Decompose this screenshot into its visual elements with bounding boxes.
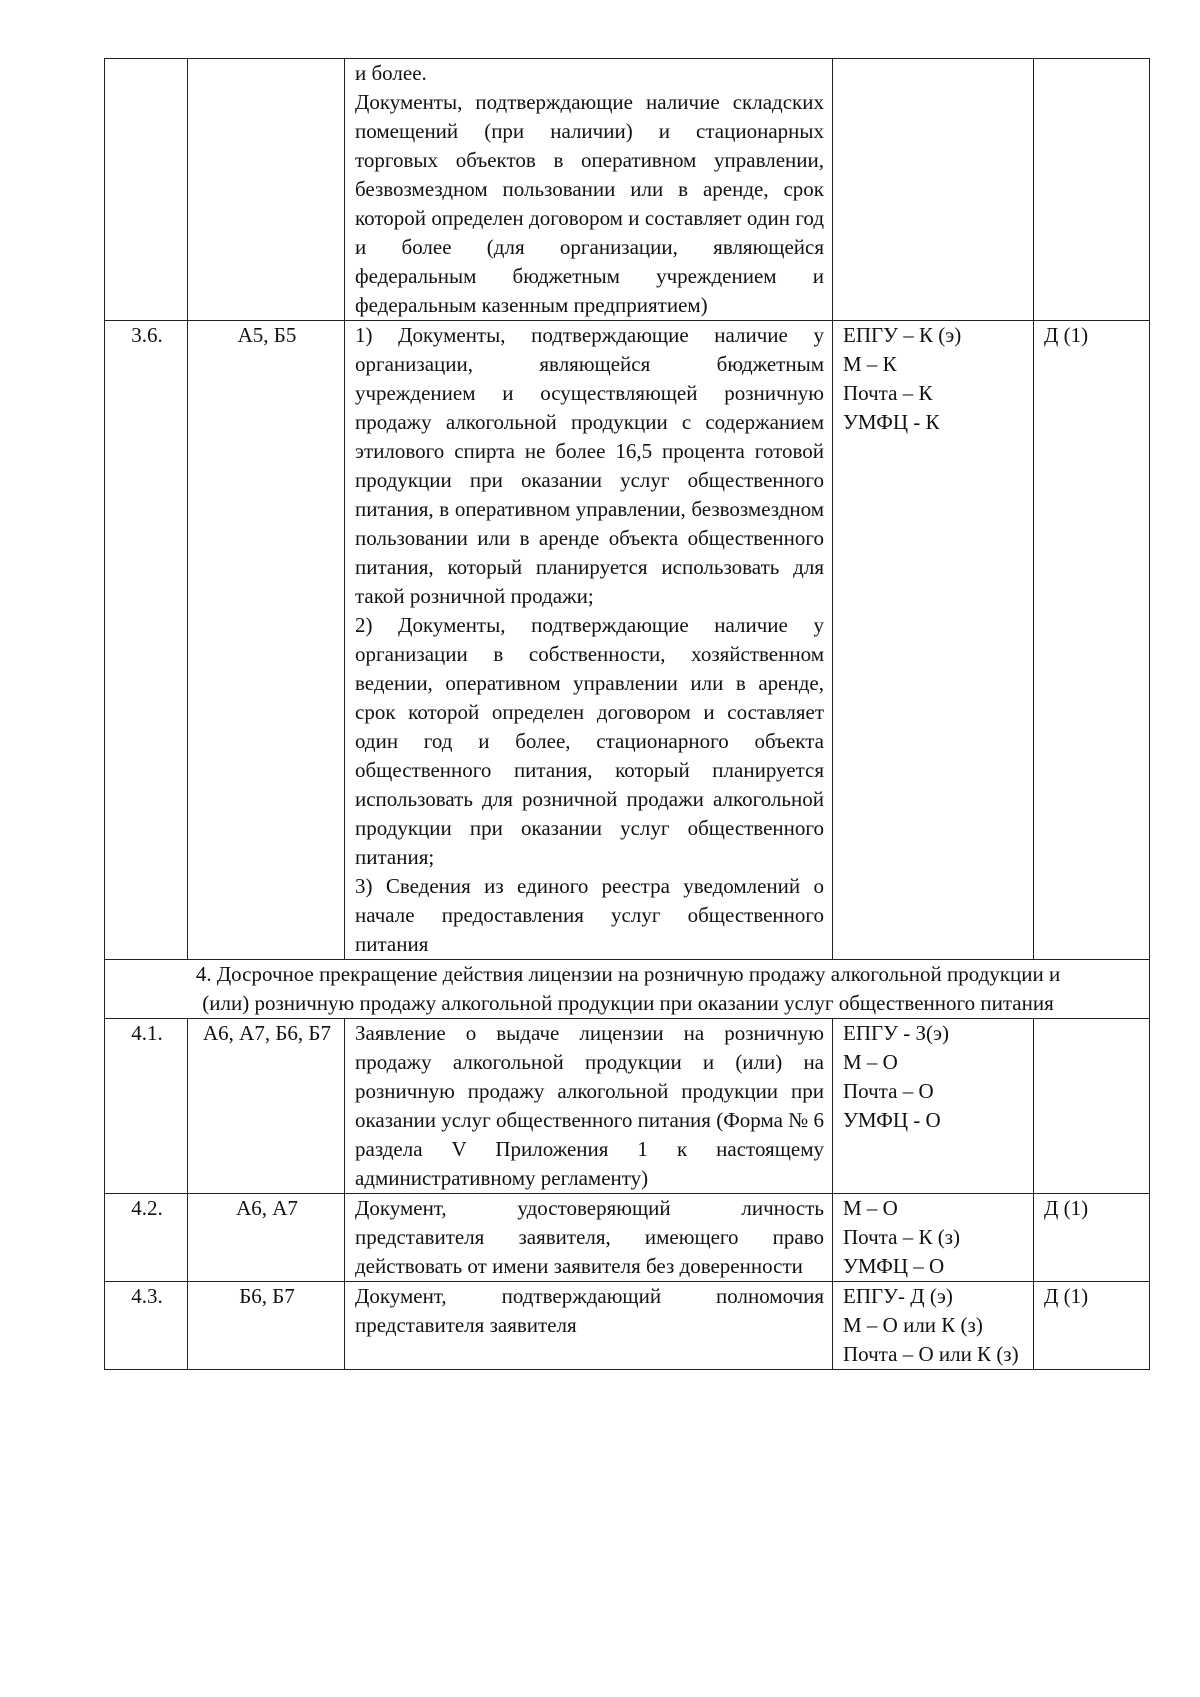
applicant-codes: А5, Б5 — [188, 321, 345, 960]
submission-method: М – О — [843, 1050, 898, 1074]
submission-method: М – О или К (з) — [843, 1313, 983, 1337]
document-description — [345, 1019, 833, 1194]
table-row — [105, 59, 1150, 321]
row-number: 4.1. — [105, 1019, 188, 1194]
submission-method: М – К — [843, 352, 897, 376]
row-number: 4.3. — [105, 1282, 188, 1370]
description-paragraph: Документ, подтверждающий полномочия представителя заявителя — [355, 1284, 824, 1337]
requirement-code — [1034, 59, 1150, 321]
document-description — [345, 1194, 833, 1282]
section-title-line: 4. Досрочное прекращение действия лицензии на розничную продажу алкогольной продукции и — [195, 962, 1061, 986]
applicant-codes — [188, 59, 345, 321]
table-row — [105, 1282, 1150, 1370]
submission-methods — [833, 321, 1034, 960]
requirement-code: Д (1) — [1034, 1194, 1150, 1282]
submission-method: Почта – К — [843, 381, 933, 405]
submission-method: УМФЦ - О — [843, 1108, 941, 1132]
section-title-line: (или) розничную продажу алкогольной продукции при оказании услуг общественного питания — [202, 991, 1054, 1015]
description-paragraph: Заявление о выдаче лицензии на розничную продажу алкогольной продукции и (или) на розничную продажу алкогольной продукции при оказании услуг общественного питания (Форма № 6 раздела V Приложения 1 к настоящему административному регламенту) — [355, 1021, 824, 1190]
applicant-codes: А6, А7 — [188, 1194, 345, 1282]
requirement-code: Д (1) — [1034, 321, 1150, 960]
submission-methods — [833, 59, 1034, 321]
description-paragraph: 2) Документы, подтверждающие наличие у организации в собственности, хозяйственном ведении, оперативном управлении или в аренде, срок которой определен договором и составляет один год и более, стационарного объекта общественного питания, который планируется использовать для розничной продажи алкогольной продукции при оказании услуг общественного питания; — [355, 613, 824, 869]
row-number: 3.6. — [105, 321, 188, 960]
table-row — [105, 1194, 1150, 1282]
row-number — [105, 59, 188, 321]
submission-methods — [833, 1019, 1034, 1194]
submission-method: Почта – К (з) — [843, 1225, 960, 1249]
submission-methods — [833, 1194, 1034, 1282]
submission-method: ЕПГУ - З(э) — [843, 1021, 950, 1045]
submission-method: УМФЦ - К — [843, 410, 940, 434]
table-row — [105, 321, 1150, 960]
document-description — [345, 321, 833, 960]
section-title — [105, 960, 1150, 1019]
description-line: и более. — [355, 61, 427, 85]
submission-method: Почта – О — [843, 1079, 934, 1103]
description-paragraph: Документы, подтверждающие наличие складских помещений (при наличии) и стационарных торговых объектов в оперативном управлении, безвозмездном пользовании или в аренде, срок которой определен договором и составляет один год и более (для организации, являющейся федеральным бюджетным учреждением и федеральным казенным предприятием) — [355, 90, 824, 317]
requirement-code — [1034, 1019, 1150, 1194]
submission-methods — [833, 1282, 1034, 1370]
submission-method: ЕПГУ – К (э) — [843, 323, 962, 347]
documents-table — [104, 58, 1150, 1370]
applicant-codes: А6, А7, Б6, Б7 — [188, 1019, 345, 1194]
description-paragraph: 1) Документы, подтверждающие наличие у организации, являющейся бюджетным учреждением и осуществляющей розничную продажу алкогольной продукции с содержанием этилового спирта не более 16,5 процента готовой продукции при оказании услуг общественного питания, в оперативном управлении, безвозмездном пользовании или в аренде объекта общественного питания, который планируется использовать для такой розничной продажи; — [355, 323, 824, 608]
submission-method: ЕПГУ- Д (э) — [843, 1284, 953, 1308]
requirement-code: Д (1) — [1034, 1282, 1150, 1370]
description-paragraph: 3) Сведения из единого реестра уведомлений о начале предоставления услуг общественного питания — [355, 874, 824, 956]
section-header-row — [105, 960, 1150, 1019]
applicant-codes: Б6, Б7 — [188, 1282, 345, 1370]
submission-method: М – О — [843, 1196, 898, 1220]
document-description — [345, 59, 833, 321]
submission-method: УМФЦ – О — [843, 1254, 945, 1278]
row-number: 4.2. — [105, 1194, 188, 1282]
document-description — [345, 1282, 833, 1370]
submission-method: Почта – О или К (з) — [843, 1342, 1019, 1366]
table-row — [105, 1019, 1150, 1194]
description-paragraph: Документ, удостоверяющий личность представителя заявителя, имеющего право действовать от имени заявителя без доверенности — [355, 1196, 824, 1278]
